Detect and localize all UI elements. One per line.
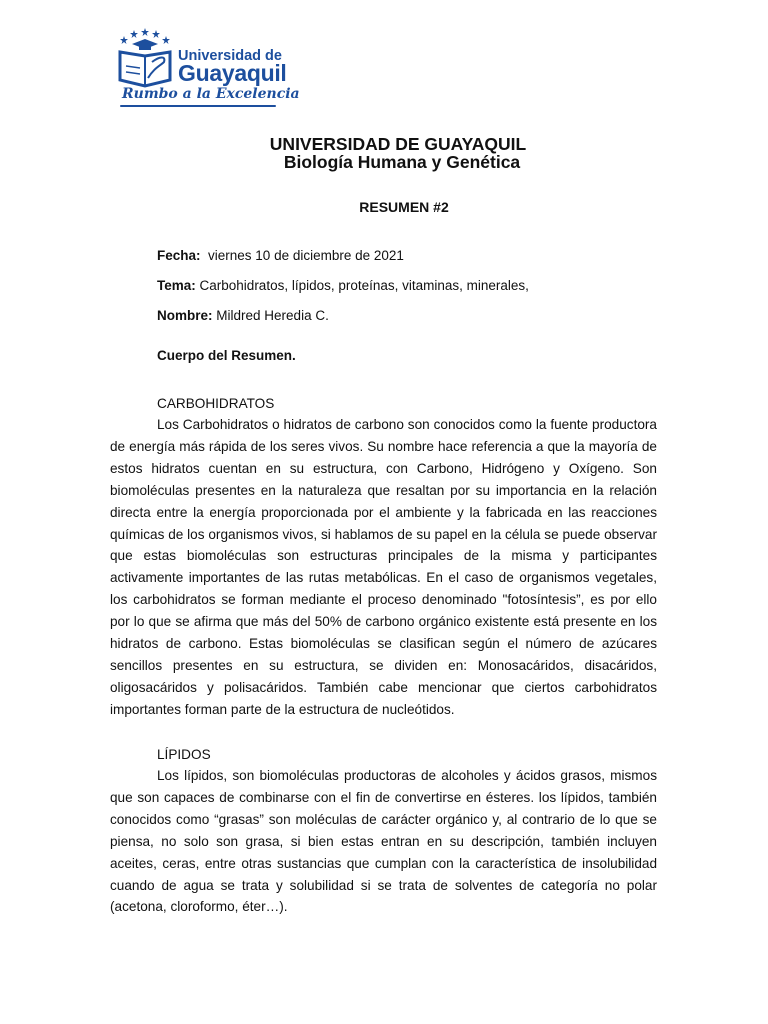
university-crest-icon <box>112 26 178 88</box>
section-text-lipidos: Los lípidos, son biomoléculas productoras de alcoholes y ácidos grasos, mismos que son capaces de combinarse con el fin de convertirse en ésteres. los lípidos, también conocidos como “grasas” son moléculas de carácter orgánico y, al contrario de lo que se piensa, no solo son grasa, si bien estas entran en su descripción, también incluyen aceites, ceras, entre otras sustancias que cumplan con la característica de insolubilidad cuando de agua se trata y solubilidad si se trata de solventes de categoría no polar (acetona, cloroformo, éter…). <box>110 768 657 915</box>
section-heading-lipidos: LÍPIDOS <box>157 747 211 762</box>
tema-value: Carbohidratos, lípidos, proteínas, vitaminas, minerales, <box>199 278 529 293</box>
university-title: UNIVERSIDAD DE GUAYAQUIL <box>269 134 527 154</box>
university-logo <box>112 26 300 112</box>
document-title: RESUMEN #2 <box>359 199 449 215</box>
fecha-value: viernes 10 de diciembre de 2021 <box>208 248 404 263</box>
fecha-label: Fecha: <box>157 248 201 263</box>
tema-label: Tema: <box>157 278 196 293</box>
nombre-value: Mildred Heredia C. <box>216 308 329 323</box>
logo-text-line1: Universidad de <box>178 48 282 64</box>
section-heading-carbohidratos: CARBOHIDRATOS <box>157 396 275 411</box>
course-title: Biología Humana y Genética <box>283 152 521 172</box>
section-text-carbohidratos: Los Carbohidratos o hidratos de carbono son conocidos como la fuente productora de energía más rápida de los seres vivos. Su nombre hace referencia a que la mayoría de estos hidratos cuentan en su estructura, con Carbono, Hidrógeno y Oxígeno. Son biomoléculas presentes en la naturaleza que resaltan por su importancia en la relación directa entre la energía proporcionada por el ambiente y la fabricada en las reacciones químicas de los organismos vivos, si hablamos de su papel en la célula se puede observar que estas biomoléculas son estructuras principales de la misma y participantes activamente importantes de las rutas metabólicas. En el caso de organismos vegetales, los carbohidratos se forman mediante el proceso denominado "fotosíntesis”, es por ello por lo que se afirma que más del 50% de carbono orgánico existente está presente en los hidratos de carbono. Estas biomoléculas se clasifican según el número de azúcares sencillos presentes en su estructura, se dividen en: Monosacáridos, disacáridos, oligosacáridos y polisacáridos. También cabe mencionar que ciertos carbohidratos importantes forman parte de la estructura de nucleótidos. <box>110 417 657 717</box>
tema-line <box>157 278 529 293</box>
nombre-line <box>157 308 329 323</box>
logo-text-line2: Guayaquil <box>178 60 287 86</box>
logo-tagline: Rumbo a la Excelencia <box>122 86 300 102</box>
logo-underline <box>120 105 276 107</box>
fecha-line <box>157 248 404 263</box>
summary-body-heading: Cuerpo del Resumen. <box>157 348 296 363</box>
nombre-label: Nombre: <box>157 308 213 323</box>
